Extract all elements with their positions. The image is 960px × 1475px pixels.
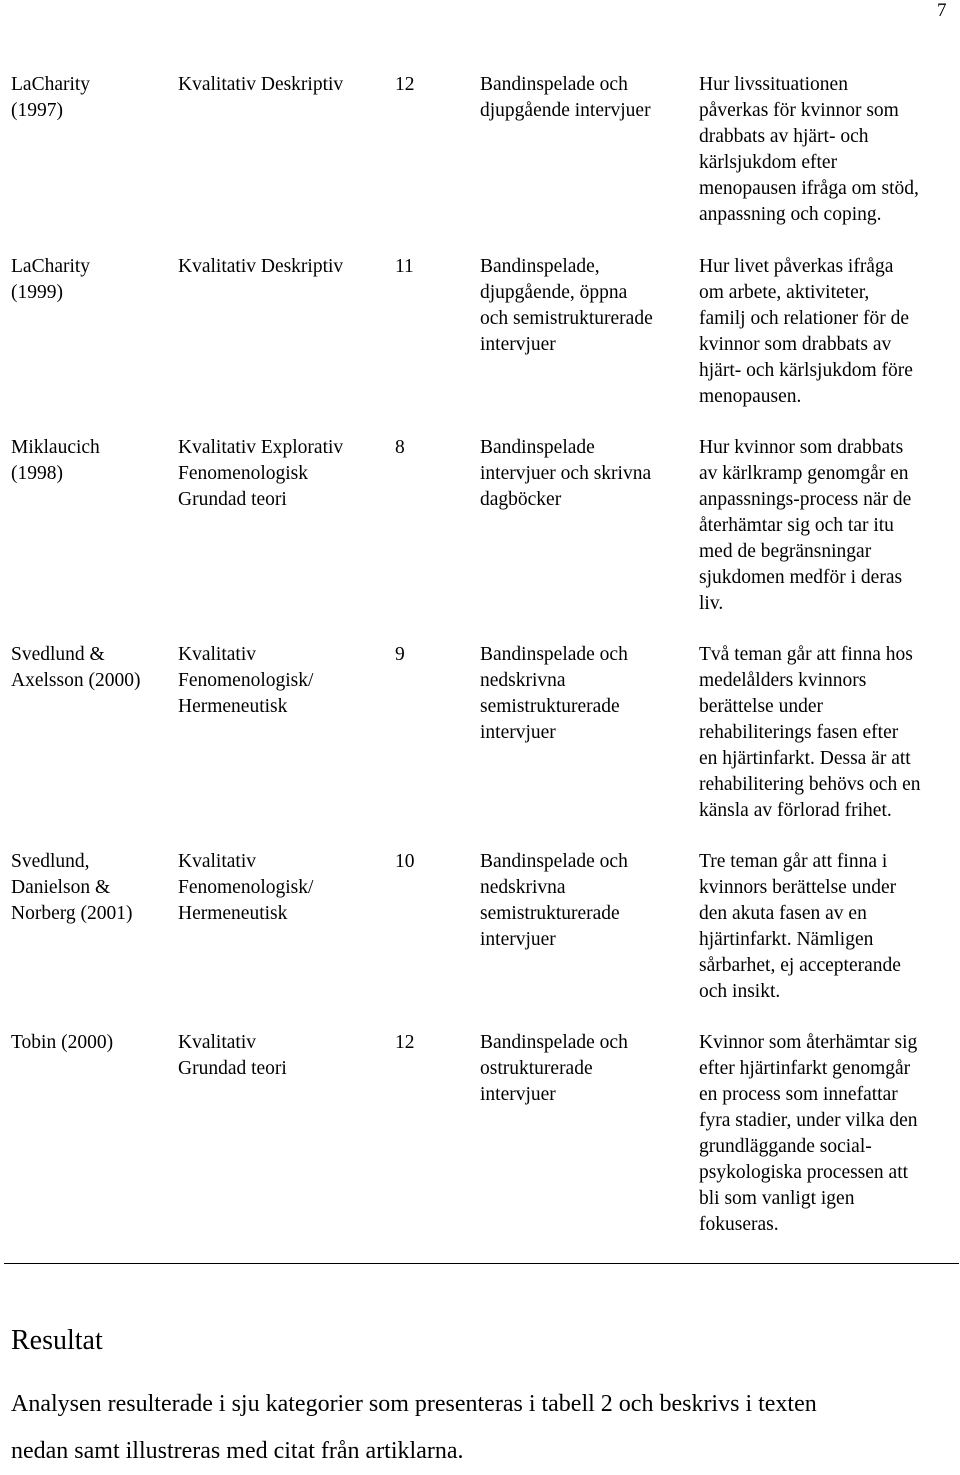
aim-cell: Hur livssituationen påverkas för kvinnor som drabbats av hjärt- och kärlsjukdom efter menopausen ifråga om stöd, anpassning och coping. [699,74,919,225]
author-cell: Tobin (2000) [11,1032,114,1053]
method-cell: Kvalitativ Deskriptiv [178,74,344,95]
participants-cell: 9 [395,644,405,665]
method-cell: Kvalitativ Fenomenologisk/ Hermeneutisk [178,644,314,717]
section-heading: Resultat [11,1325,103,1356]
data-collection-cell: Bandinspelade och nedskrivna semistrukturerade intervjuer [480,851,628,950]
method-cell: Kvalitativ Deskriptiv [178,256,344,277]
aim-cell: Tre teman går att finna i kvinnors berättelse under den akuta fasen av en hjärtinfarkt. Nämligen sårbarhet, ej accepterande och insikt. [699,851,901,1002]
data-collection-cell: Bandinspelade intervjuer och skrivna dagböcker [480,437,652,510]
aim-cell: Hur livet påverkas ifråga om arbete, aktiviteter, familj och relationer för de kvinnor som drabbats av hjärt- och kärlsjukdom före menopausen. [699,256,913,407]
participants-cell: 11 [395,256,414,277]
author-cell: Svedlund & Axelsson (2000) [11,644,141,691]
participants-cell: 10 [395,851,415,872]
participants-cell: 8 [395,437,405,458]
body-paragraph [11,1381,951,1475]
author-cell: LaCharity (1999) [11,256,91,303]
data-collection-cell: Bandinspelade, djupgående, öppna och semistrukturerade intervjuer [480,256,653,355]
page-number: 7 [937,0,947,21]
table-bottom-rule [4,1263,959,1264]
participants-cell: 12 [395,1032,415,1053]
data-collection-cell: Bandinspelade och nedskrivna semistrukturerade intervjuer [480,644,628,743]
paragraph-line: nedan samt illustreras med citat från artiklarna. [11,1438,464,1464]
data-collection-cell: Bandinspelade och ostrukturerade intervjuer [480,1032,628,1105]
method-cell: Kvalitativ Explorativ Fenomenologisk Grundad teori [178,437,344,510]
method-cell: Kvalitativ Fenomenologisk/ Hermeneutisk [178,851,314,924]
aim-cell: Kvinnor som återhämtar sig efter hjärtinfarkt genomgår en process som innefattar fyra stadier, under vilka den grundläggande social- psykologiska processen att bli som vanligt igen fokuseras. [699,1032,918,1235]
aim-cell: Hur kvinnor som drabbats av kärlkramp genomgår en anpassnings-process när de återhämtar sig och tar itu med de begränsningar sjukdomen medför i deras liv. [699,437,912,614]
participants-cell: 12 [395,74,415,95]
author-cell: Miklaucich (1998) [11,437,100,484]
aim-cell: Två teman går att finna hos medelålders kvinnors berättelse under rehabiliterings fasen efter en hjärtinfarkt. Dessa är att rehabilitering behövs och en känsla av förlorad frihet. [699,644,921,821]
method-cell: Kvalitativ Grundad teori [178,1032,287,1079]
author-cell: Svedlund, Danielson & Norberg (2001) [11,851,133,924]
data-collection-cell: Bandinspelade och djupgående intervjuer [480,74,651,121]
author-cell: LaCharity (1997) [11,74,91,121]
paragraph-line: Analysen resulterade i sju kategorier som presenteras i tabell 2 och beskrivs i texten [11,1391,817,1417]
